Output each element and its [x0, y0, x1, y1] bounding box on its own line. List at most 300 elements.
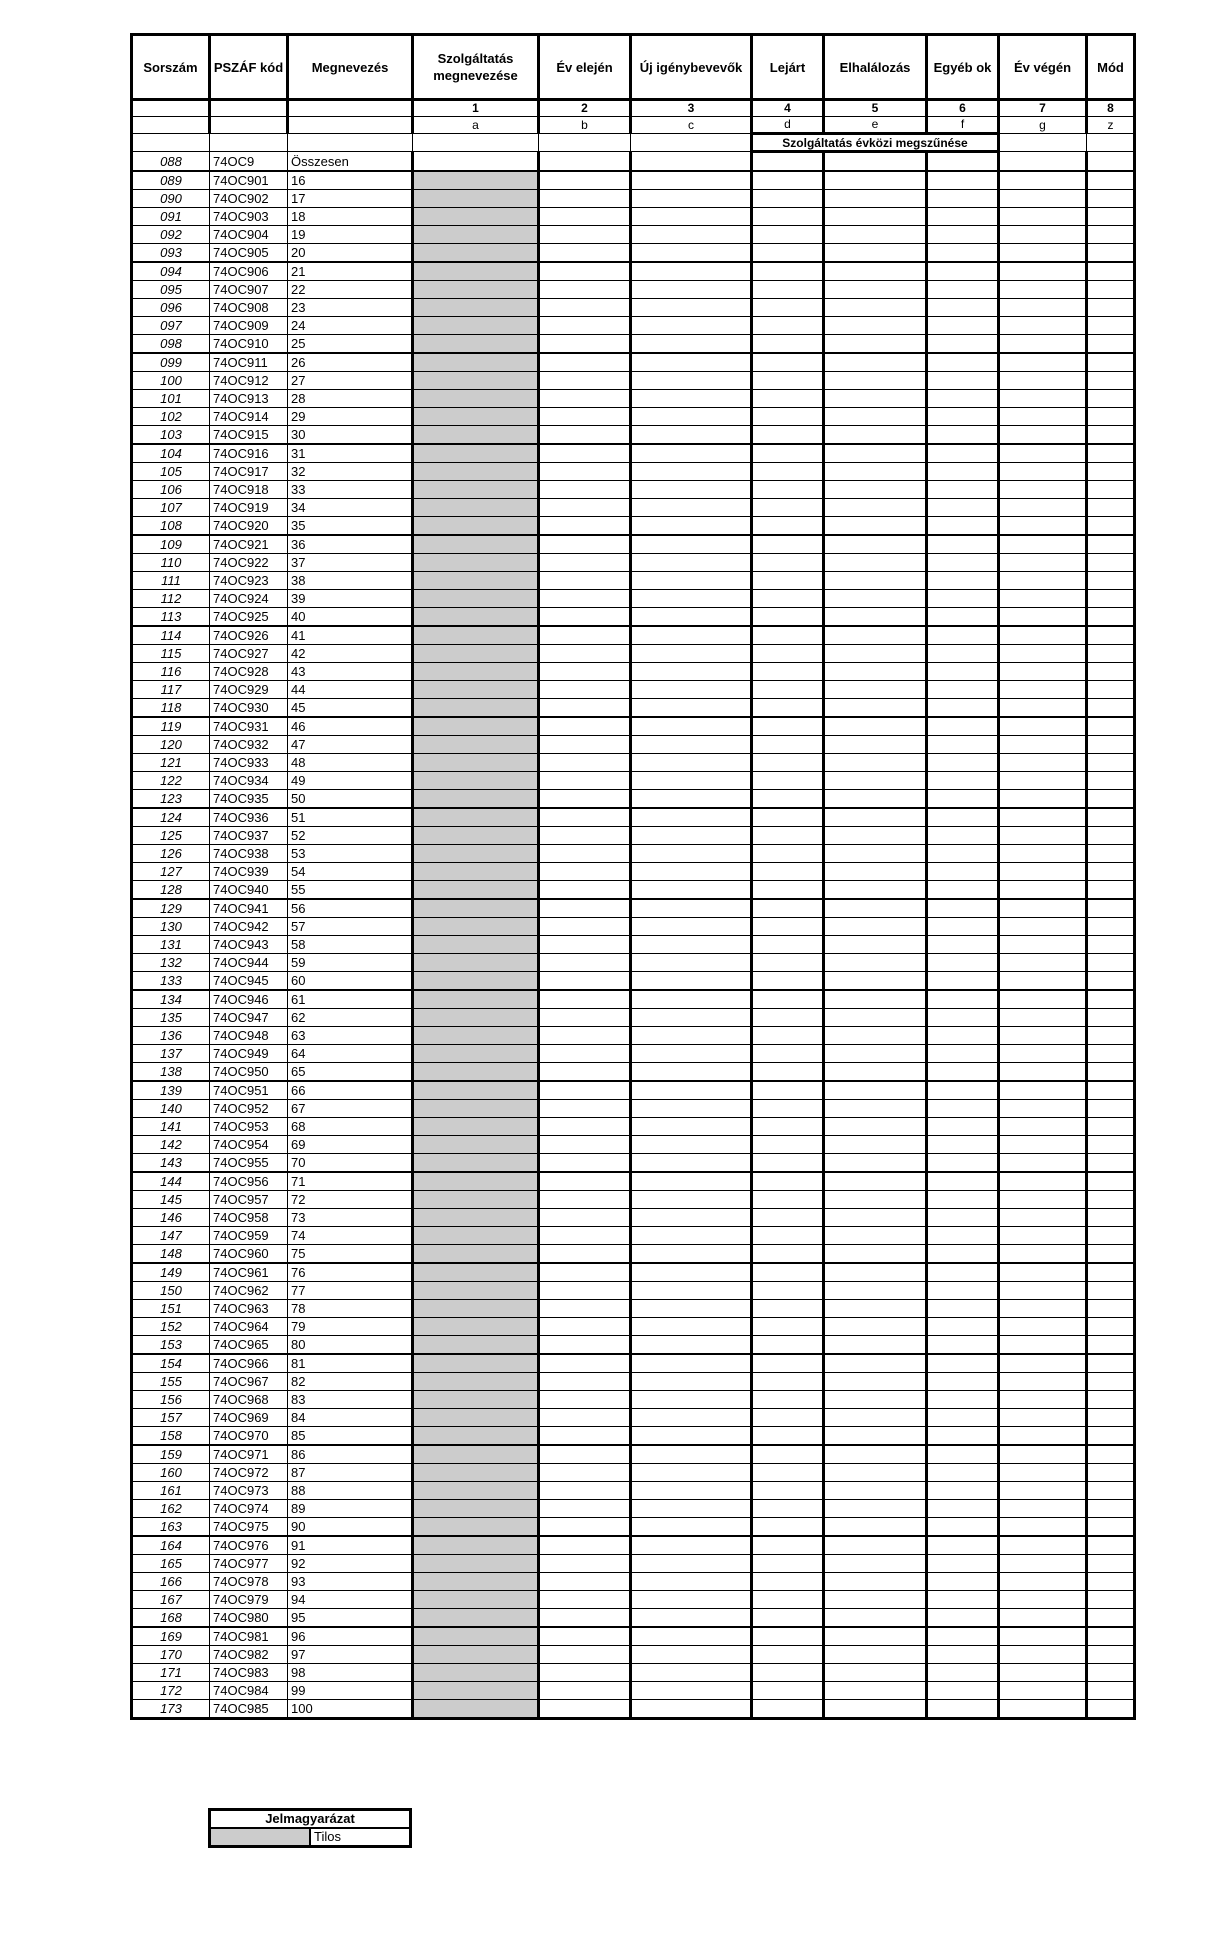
row-lejart-cell[interactable] [752, 827, 824, 845]
row-ev-vegen-cell[interactable] [999, 317, 1087, 335]
row-egyeb-ok-cell[interactable] [927, 1027, 999, 1045]
row-ev-vegen-cell[interactable] [999, 1464, 1087, 1482]
row-lejart-cell[interactable] [752, 681, 824, 699]
row-uj-igenybevevok-cell[interactable] [631, 736, 752, 754]
row-egyeb-ok-cell[interactable] [927, 736, 999, 754]
row-elhalalozas-cell[interactable] [824, 499, 927, 517]
row-egyeb-ok-cell[interactable] [927, 1482, 999, 1500]
row-ev-vegen-cell[interactable] [999, 1027, 1087, 1045]
row-uj-igenybevevok-cell[interactable] [631, 918, 752, 936]
row-egyeb-ok-cell[interactable] [927, 1573, 999, 1591]
row-egyeb-ok-cell[interactable] [927, 1373, 999, 1391]
row-egyeb-ok-cell[interactable] [927, 317, 999, 335]
row-elhalalozas-cell[interactable] [824, 1063, 927, 1082]
row-lejart-cell[interactable] [752, 1409, 824, 1427]
row-lejart-cell[interactable] [752, 444, 824, 463]
row-ev-vegen-cell[interactable] [999, 936, 1087, 954]
row-uj-igenybevevok-cell[interactable] [631, 372, 752, 390]
row-uj-igenybevevok-cell[interactable] [631, 1573, 752, 1591]
row-ev-elejen-cell[interactable] [539, 1555, 631, 1573]
row-ev-vegen-cell[interactable] [999, 626, 1087, 645]
row-lejart-cell[interactable] [752, 152, 824, 172]
row-ev-elejen-cell[interactable] [539, 208, 631, 226]
row-elhalalozas-cell[interactable] [824, 1482, 927, 1500]
row-elhalalozas-cell[interactable] [824, 1464, 927, 1482]
row-elhalalozas-cell[interactable] [824, 1045, 927, 1063]
row-ev-elejen-cell[interactable] [539, 736, 631, 754]
row-lejart-cell[interactable] [752, 972, 824, 991]
row-lejart-cell[interactable] [752, 1354, 824, 1373]
row-ev-vegen-cell[interactable] [999, 244, 1087, 263]
row-elhalalozas-cell[interactable] [824, 1427, 927, 1446]
row-ev-elejen-cell[interactable] [539, 1191, 631, 1209]
row-ev-vegen-cell[interactable] [999, 790, 1087, 809]
row-mod-cell[interactable] [1087, 790, 1135, 809]
row-elhalalozas-cell[interactable] [824, 1664, 927, 1682]
row-uj-igenybevevok-cell[interactable] [631, 1209, 752, 1227]
row-ev-vegen-cell[interactable] [999, 390, 1087, 408]
row-mod-cell[interactable] [1087, 171, 1135, 190]
row-mod-cell[interactable] [1087, 645, 1135, 663]
row-ev-vegen-cell[interactable] [999, 645, 1087, 663]
row-ev-vegen-cell[interactable] [999, 262, 1087, 281]
row-ev-elejen-cell[interactable] [539, 1172, 631, 1191]
row-ev-vegen-cell[interactable] [999, 1263, 1087, 1282]
row-mod-cell[interactable] [1087, 499, 1135, 517]
row-elhalalozas-cell[interactable] [824, 1100, 927, 1118]
row-lejart-cell[interactable] [752, 281, 824, 299]
row-uj-igenybevevok-cell[interactable] [631, 645, 752, 663]
row-elhalalozas-cell[interactable] [824, 1536, 927, 1555]
row-egyeb-ok-cell[interactable] [927, 1409, 999, 1427]
row-ev-vegen-cell[interactable] [999, 972, 1087, 991]
row-ev-vegen-cell[interactable] [999, 499, 1087, 517]
row-mod-cell[interactable] [1087, 1445, 1135, 1464]
row-uj-igenybevevok-cell[interactable] [631, 1409, 752, 1427]
row-ev-elejen-cell[interactable] [539, 1227, 631, 1245]
row-elhalalozas-cell[interactable] [824, 990, 927, 1009]
row-lejart-cell[interactable] [752, 1373, 824, 1391]
row-elhalalozas-cell[interactable] [824, 1609, 927, 1628]
row-elhalalozas-cell[interactable] [824, 171, 927, 190]
row-elhalalozas-cell[interactable] [824, 1172, 927, 1191]
row-egyeb-ok-cell[interactable] [927, 990, 999, 1009]
row-mod-cell[interactable] [1087, 954, 1135, 972]
row-egyeb-ok-cell[interactable] [927, 699, 999, 718]
row-mod-cell[interactable] [1087, 1245, 1135, 1264]
row-lejart-cell[interactable] [752, 372, 824, 390]
row-lejart-cell[interactable] [752, 171, 824, 190]
row-ev-vegen-cell[interactable] [999, 1373, 1087, 1391]
row-ev-elejen-cell[interactable] [539, 1646, 631, 1664]
row-egyeb-ok-cell[interactable] [927, 1518, 999, 1537]
row-egyeb-ok-cell[interactable] [927, 1627, 999, 1646]
row-uj-igenybevevok-cell[interactable] [631, 1318, 752, 1336]
row-ev-vegen-cell[interactable] [999, 954, 1087, 972]
row-ev-elejen-cell[interactable] [539, 1245, 631, 1264]
row-mod-cell[interactable] [1087, 1100, 1135, 1118]
row-lejart-cell[interactable] [752, 608, 824, 627]
row-elhalalozas-cell[interactable] [824, 1646, 927, 1664]
row-ev-vegen-cell[interactable] [999, 1191, 1087, 1209]
row-elhalalozas-cell[interactable] [824, 353, 927, 372]
row-egyeb-ok-cell[interactable] [927, 954, 999, 972]
row-lejart-cell[interactable] [752, 1027, 824, 1045]
row-mod-cell[interactable] [1087, 827, 1135, 845]
row-ev-vegen-cell[interactable] [999, 1045, 1087, 1063]
row-mod-cell[interactable] [1087, 244, 1135, 263]
row-uj-igenybevevok-cell[interactable] [631, 717, 752, 736]
row-elhalalozas-cell[interactable] [824, 244, 927, 263]
row-ev-elejen-cell[interactable] [539, 299, 631, 317]
row-ev-elejen-cell[interactable] [539, 572, 631, 590]
row-uj-igenybevevok-cell[interactable] [631, 1282, 752, 1300]
row-ev-vegen-cell[interactable] [999, 426, 1087, 445]
row-mod-cell[interactable] [1087, 1373, 1135, 1391]
row-lejart-cell[interactable] [752, 899, 824, 918]
row-lejart-cell[interactable] [752, 244, 824, 263]
row-ev-vegen-cell[interactable] [999, 1536, 1087, 1555]
row-lejart-cell[interactable] [752, 954, 824, 972]
row-uj-igenybevevok-cell[interactable] [631, 626, 752, 645]
row-ev-elejen-cell[interactable] [539, 827, 631, 845]
row-ev-vegen-cell[interactable] [999, 863, 1087, 881]
row-lejart-cell[interactable] [752, 1682, 824, 1700]
row-uj-igenybevevok-cell[interactable] [631, 572, 752, 590]
row-uj-igenybevevok-cell[interactable] [631, 353, 752, 372]
row-ev-elejen-cell[interactable] [539, 881, 631, 900]
row-egyeb-ok-cell[interactable] [927, 390, 999, 408]
row-lejart-cell[interactable] [752, 208, 824, 226]
row-uj-igenybevevok-cell[interactable] [631, 171, 752, 190]
row-egyeb-ok-cell[interactable] [927, 152, 999, 172]
row-elhalalozas-cell[interactable] [824, 1573, 927, 1591]
row-egyeb-ok-cell[interactable] [927, 1318, 999, 1336]
row-egyeb-ok-cell[interactable] [927, 554, 999, 572]
row-elhalalozas-cell[interactable] [824, 845, 927, 863]
row-ev-vegen-cell[interactable] [999, 1482, 1087, 1500]
row-ev-elejen-cell[interactable] [539, 954, 631, 972]
row-ev-elejen-cell[interactable] [539, 554, 631, 572]
row-mod-cell[interactable] [1087, 1045, 1135, 1063]
row-ev-vegen-cell[interactable] [999, 353, 1087, 372]
row-mod-cell[interactable] [1087, 1664, 1135, 1682]
row-lejart-cell[interactable] [752, 645, 824, 663]
row-uj-igenybevevok-cell[interactable] [631, 1500, 752, 1518]
row-egyeb-ok-cell[interactable] [927, 426, 999, 445]
row-uj-igenybevevok-cell[interactable] [631, 754, 752, 772]
row-lejart-cell[interactable] [752, 663, 824, 681]
row-mod-cell[interactable] [1087, 845, 1135, 863]
row-egyeb-ok-cell[interactable] [927, 408, 999, 426]
row-elhalalozas-cell[interactable] [824, 262, 927, 281]
row-lejart-cell[interactable] [752, 1172, 824, 1191]
row-egyeb-ok-cell[interactable] [927, 1445, 999, 1464]
row-elhalalozas-cell[interactable] [824, 881, 927, 900]
row-egyeb-ok-cell[interactable] [927, 1336, 999, 1355]
row-lejart-cell[interactable] [752, 1464, 824, 1482]
row-mod-cell[interactable] [1087, 1081, 1135, 1100]
row-mod-cell[interactable] [1087, 152, 1135, 172]
row-uj-igenybevevok-cell[interactable] [631, 954, 752, 972]
row-egyeb-ok-cell[interactable] [927, 827, 999, 845]
row-ev-elejen-cell[interactable] [539, 899, 631, 918]
row-uj-igenybevevok-cell[interactable] [631, 517, 752, 536]
row-ev-vegen-cell[interactable] [999, 1500, 1087, 1518]
row-uj-igenybevevok-cell[interactable] [631, 444, 752, 463]
row-elhalalozas-cell[interactable] [824, 1627, 927, 1646]
row-egyeb-ok-cell[interactable] [927, 299, 999, 317]
row-egyeb-ok-cell[interactable] [927, 1300, 999, 1318]
row-uj-igenybevevok-cell[interactable] [631, 499, 752, 517]
row-ev-elejen-cell[interactable] [539, 281, 631, 299]
row-mod-cell[interactable] [1087, 881, 1135, 900]
row-ev-vegen-cell[interactable] [999, 1700, 1087, 1719]
row-ev-vegen-cell[interactable] [999, 1336, 1087, 1355]
row-lejart-cell[interactable] [752, 808, 824, 827]
row-ev-elejen-cell[interactable] [539, 1591, 631, 1609]
row-lejart-cell[interactable] [752, 408, 824, 426]
row-lejart-cell[interactable] [752, 1191, 824, 1209]
row-egyeb-ok-cell[interactable] [927, 717, 999, 736]
row-ev-vegen-cell[interactable] [999, 171, 1087, 190]
row-elhalalozas-cell[interactable] [824, 281, 927, 299]
row-mod-cell[interactable] [1087, 481, 1135, 499]
row-ev-vegen-cell[interactable] [999, 1518, 1087, 1537]
row-ev-elejen-cell[interactable] [539, 1373, 631, 1391]
row-ev-elejen-cell[interactable] [539, 990, 631, 1009]
row-lejart-cell[interactable] [752, 1445, 824, 1464]
row-ev-elejen-cell[interactable] [539, 1045, 631, 1063]
row-mod-cell[interactable] [1087, 808, 1135, 827]
row-elhalalozas-cell[interactable] [824, 299, 927, 317]
row-ev-vegen-cell[interactable] [999, 808, 1087, 827]
row-egyeb-ok-cell[interactable] [927, 1591, 999, 1609]
row-mod-cell[interactable] [1087, 590, 1135, 608]
row-ev-elejen-cell[interactable] [539, 863, 631, 881]
row-egyeb-ok-cell[interactable] [927, 772, 999, 790]
row-uj-igenybevevok-cell[interactable] [631, 1063, 752, 1082]
row-egyeb-ok-cell[interactable] [927, 1081, 999, 1100]
row-lejart-cell[interactable] [752, 1391, 824, 1409]
row-uj-igenybevevok-cell[interactable] [631, 1100, 752, 1118]
row-elhalalozas-cell[interactable] [824, 481, 927, 499]
row-uj-igenybevevok-cell[interactable] [631, 426, 752, 445]
row-uj-igenybevevok-cell[interactable] [631, 1336, 752, 1355]
row-egyeb-ok-cell[interactable] [927, 1646, 999, 1664]
row-egyeb-ok-cell[interactable] [927, 481, 999, 499]
row-egyeb-ok-cell[interactable] [927, 190, 999, 208]
row-ev-vegen-cell[interactable] [999, 444, 1087, 463]
row-ev-vegen-cell[interactable] [999, 1009, 1087, 1027]
row-lejart-cell[interactable] [752, 1263, 824, 1282]
row-mod-cell[interactable] [1087, 918, 1135, 936]
row-ev-vegen-cell[interactable] [999, 335, 1087, 354]
row-lejart-cell[interactable] [752, 699, 824, 718]
row-ev-elejen-cell[interactable] [539, 1682, 631, 1700]
row-lejart-cell[interactable] [752, 190, 824, 208]
row-ev-elejen-cell[interactable] [539, 1409, 631, 1427]
row-elhalalozas-cell[interactable] [824, 1336, 927, 1355]
row-ev-vegen-cell[interactable] [999, 1209, 1087, 1227]
row-uj-igenybevevok-cell[interactable] [631, 1445, 752, 1464]
row-mod-cell[interactable] [1087, 1391, 1135, 1409]
row-uj-igenybevevok-cell[interactable] [631, 208, 752, 226]
row-elhalalozas-cell[interactable] [824, 1245, 927, 1264]
row-lejart-cell[interactable] [752, 1081, 824, 1100]
row-lejart-cell[interactable] [752, 1063, 824, 1082]
row-mod-cell[interactable] [1087, 1700, 1135, 1719]
row-elhalalozas-cell[interactable] [824, 1700, 927, 1719]
row-egyeb-ok-cell[interactable] [927, 208, 999, 226]
row-lejart-cell[interactable] [752, 1282, 824, 1300]
row-egyeb-ok-cell[interactable] [927, 936, 999, 954]
row-lejart-cell[interactable] [752, 1009, 824, 1027]
row-uj-igenybevevok-cell[interactable] [631, 1118, 752, 1136]
row-elhalalozas-cell[interactable] [824, 1263, 927, 1282]
row-elhalalozas-cell[interactable] [824, 1118, 927, 1136]
row-egyeb-ok-cell[interactable] [927, 1118, 999, 1136]
row-mod-cell[interactable] [1087, 717, 1135, 736]
row-lejart-cell[interactable] [752, 1245, 824, 1264]
row-elhalalozas-cell[interactable] [824, 444, 927, 463]
row-lejart-cell[interactable] [752, 845, 824, 863]
row-lejart-cell[interactable] [752, 1627, 824, 1646]
row-uj-igenybevevok-cell[interactable] [631, 408, 752, 426]
row-egyeb-ok-cell[interactable] [927, 226, 999, 244]
row-egyeb-ok-cell[interactable] [927, 1100, 999, 1118]
row-ev-vegen-cell[interactable] [999, 1627, 1087, 1646]
row-ev-elejen-cell[interactable] [539, 1263, 631, 1282]
row-lejart-cell[interactable] [752, 1555, 824, 1573]
row-ev-elejen-cell[interactable] [539, 390, 631, 408]
row-ev-elejen-cell[interactable] [539, 1609, 631, 1628]
row-lejart-cell[interactable] [752, 426, 824, 445]
row-egyeb-ok-cell[interactable] [927, 1227, 999, 1245]
row-mod-cell[interactable] [1087, 444, 1135, 463]
row-elhalalozas-cell[interactable] [824, 1591, 927, 1609]
row-egyeb-ok-cell[interactable] [927, 626, 999, 645]
row-mod-cell[interactable] [1087, 208, 1135, 226]
row-egyeb-ok-cell[interactable] [927, 918, 999, 936]
row-elhalalozas-cell[interactable] [824, 1518, 927, 1537]
row-mod-cell[interactable] [1087, 1500, 1135, 1518]
row-lejart-cell[interactable] [752, 1118, 824, 1136]
row-uj-igenybevevok-cell[interactable] [631, 152, 752, 172]
row-mod-cell[interactable] [1087, 1136, 1135, 1154]
row-ev-elejen-cell[interactable] [539, 535, 631, 554]
row-mod-cell[interactable] [1087, 226, 1135, 244]
row-ev-elejen-cell[interactable] [539, 1336, 631, 1355]
row-lejart-cell[interactable] [752, 1609, 824, 1628]
row-mod-cell[interactable] [1087, 1027, 1135, 1045]
row-uj-igenybevevok-cell[interactable] [631, 1136, 752, 1154]
row-ev-elejen-cell[interactable] [539, 444, 631, 463]
row-uj-igenybevevok-cell[interactable] [631, 463, 752, 481]
row-uj-igenybevevok-cell[interactable] [631, 554, 752, 572]
row-elhalalozas-cell[interactable] [824, 645, 927, 663]
row-lejart-cell[interactable] [752, 481, 824, 499]
row-uj-igenybevevok-cell[interactable] [631, 390, 752, 408]
row-uj-igenybevevok-cell[interactable] [631, 1227, 752, 1245]
row-ev-vegen-cell[interactable] [999, 663, 1087, 681]
row-mod-cell[interactable] [1087, 1573, 1135, 1591]
row-mod-cell[interactable] [1087, 1154, 1135, 1173]
row-elhalalozas-cell[interactable] [824, 208, 927, 226]
row-mod-cell[interactable] [1087, 299, 1135, 317]
row-ev-vegen-cell[interactable] [999, 1063, 1087, 1082]
row-ev-elejen-cell[interactable] [539, 590, 631, 608]
row-lejart-cell[interactable] [752, 1427, 824, 1446]
row-uj-igenybevevok-cell[interactable] [631, 608, 752, 627]
row-egyeb-ok-cell[interactable] [927, 517, 999, 536]
row-uj-igenybevevok-cell[interactable] [631, 1427, 752, 1446]
row-uj-igenybevevok-cell[interactable] [631, 1245, 752, 1264]
row-ev-vegen-cell[interactable] [999, 208, 1087, 226]
row-ev-elejen-cell[interactable] [539, 481, 631, 499]
row-ev-vegen-cell[interactable] [999, 1154, 1087, 1173]
row-mod-cell[interactable] [1087, 1354, 1135, 1373]
row-ev-elejen-cell[interactable] [539, 1664, 631, 1682]
row-uj-igenybevevok-cell[interactable] [631, 226, 752, 244]
row-ev-elejen-cell[interactable] [539, 790, 631, 809]
row-lejart-cell[interactable] [752, 1300, 824, 1318]
row-mod-cell[interactable] [1087, 1209, 1135, 1227]
row-elhalalozas-cell[interactable] [824, 317, 927, 335]
row-lejart-cell[interactable] [752, 1136, 824, 1154]
row-egyeb-ok-cell[interactable] [927, 444, 999, 463]
row-ev-elejen-cell[interactable] [539, 335, 631, 354]
row-ev-elejen-cell[interactable] [539, 1391, 631, 1409]
row-elhalalozas-cell[interactable] [824, 736, 927, 754]
row-elhalalozas-cell[interactable] [824, 1282, 927, 1300]
row-mod-cell[interactable] [1087, 1482, 1135, 1500]
row-elhalalozas-cell[interactable] [824, 1154, 927, 1173]
row-ev-elejen-cell[interactable] [539, 499, 631, 517]
row-egyeb-ok-cell[interactable] [927, 1009, 999, 1027]
row-mod-cell[interactable] [1087, 1464, 1135, 1482]
row-egyeb-ok-cell[interactable] [927, 1063, 999, 1082]
row-elhalalozas-cell[interactable] [824, 1227, 927, 1245]
row-mod-cell[interactable] [1087, 335, 1135, 354]
row-lejart-cell[interactable] [752, 717, 824, 736]
row-elhalalozas-cell[interactable] [824, 808, 927, 827]
row-elhalalozas-cell[interactable] [824, 608, 927, 627]
row-elhalalozas-cell[interactable] [824, 699, 927, 718]
row-egyeb-ok-cell[interactable] [927, 499, 999, 517]
row-lejart-cell[interactable] [752, 1227, 824, 1245]
row-uj-igenybevevok-cell[interactable] [631, 1518, 752, 1537]
row-lejart-cell[interactable] [752, 1482, 824, 1500]
row-mod-cell[interactable] [1087, 736, 1135, 754]
row-elhalalozas-cell[interactable] [824, 1009, 927, 1027]
row-egyeb-ok-cell[interactable] [927, 262, 999, 281]
row-mod-cell[interactable] [1087, 1336, 1135, 1355]
row-ev-elejen-cell[interactable] [539, 1482, 631, 1500]
row-elhalalozas-cell[interactable] [824, 590, 927, 608]
row-mod-cell[interactable] [1087, 1282, 1135, 1300]
row-lejart-cell[interactable] [752, 572, 824, 590]
row-elhalalozas-cell[interactable] [824, 190, 927, 208]
row-ev-vegen-cell[interactable] [999, 1427, 1087, 1446]
row-mod-cell[interactable] [1087, 535, 1135, 554]
row-ev-vegen-cell[interactable] [999, 1409, 1087, 1427]
row-elhalalozas-cell[interactable] [824, 1318, 927, 1336]
row-lejart-cell[interactable] [752, 1664, 824, 1682]
row-mod-cell[interactable] [1087, 463, 1135, 481]
row-uj-igenybevevok-cell[interactable] [631, 881, 752, 900]
row-elhalalozas-cell[interactable] [824, 626, 927, 645]
